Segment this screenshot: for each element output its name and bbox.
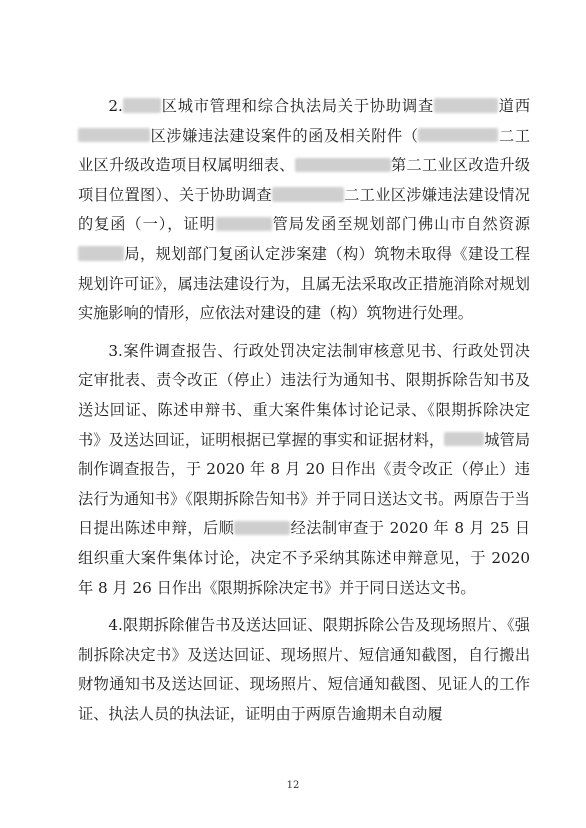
paragraph-text: 二工业区升级改造项目权属明细表、 — [78, 126, 531, 175]
paragraph-text: 4.限期拆除催告书及送达回证、限期拆除公告及现场照片、《强制拆除决定书》及送达回证、现场照片、短信通知截图，自行搬出财物通知书及送达回证、现场照片、短信通知截图、见证人的工作证、执法人员的执法证，证明由于两原告逾期未自动履 — [78, 616, 530, 723]
redaction-blur — [123, 98, 161, 112]
redaction-blur — [216, 217, 272, 231]
redaction-blur — [434, 98, 498, 112]
paragraph-text: 城管局制作调查报告，于 2020 年 8 月 20 日作出《责令改正（停止）违法行为通知书》《限期拆除告知书》并于同日送达文书。两原告于当日提出陈述申辩，后顺 — [78, 430, 531, 538]
paragraph-text: 管局发函至规划部门佛山市自然资源 — [271, 215, 531, 234]
paragraph-text: 道西 — [497, 97, 531, 115]
paragraph-text: 3.案件调查报告、行政处罚决定法制审核意见书、行政处罚决定审批表、责令改正（停止）违法行为通知书、限期拆除告知书及送达回证、陈述申辩书、重大案件集体讨论记录、《限期拆除决定书》及送达回证，证明根据已掌握的事实和证据材料， — [78, 341, 530, 449]
page-number: 12 — [286, 780, 300, 791]
paragraph-text: 区城市管理和综合执法局关于协助调查 — [160, 97, 434, 115]
paragraph-text: 第二工业区改造升级项目位置图）、关于协助调查 — [78, 156, 531, 204]
paragraph-2 — [78, 337, 530, 603]
redaction-blur — [295, 158, 391, 172]
document-body — [78, 92, 530, 729]
paragraph-text: 局，规划部门复函认定涉案建（构）筑物未取得《建设工程规划许可证》，属违法建设行为，且属无法采取改正措施消除对规划实施影响的情形，应依法对建设的建（构）筑物进行处理。 — [78, 244, 530, 323]
paragraph-1 — [78, 92, 530, 329]
redaction-blur — [78, 128, 150, 142]
paragraph-text: 区涉嫌违法建设案件的函及相关附件（ — [150, 126, 419, 145]
paragraph-text: 2. — [108, 97, 123, 115]
redaction-blur — [234, 521, 290, 535]
redaction-blur — [78, 246, 124, 260]
redaction-blur — [272, 187, 344, 201]
paragraph-text: 经法制审查于 2020 年 8 月 25 日组织重大案件集体讨论，决定不予采纳其陈述申辩意见，于 2020 年 8 月 26 日作出《限期拆除决定书》并于同日送达文书。 — [78, 519, 531, 597]
redaction-blur — [418, 128, 498, 142]
redaction-blur — [444, 432, 484, 446]
paragraph-3 — [78, 611, 530, 729]
paragraph-text: 二工业区涉嫌违法建设情况的复函（一），证明 — [78, 185, 530, 234]
